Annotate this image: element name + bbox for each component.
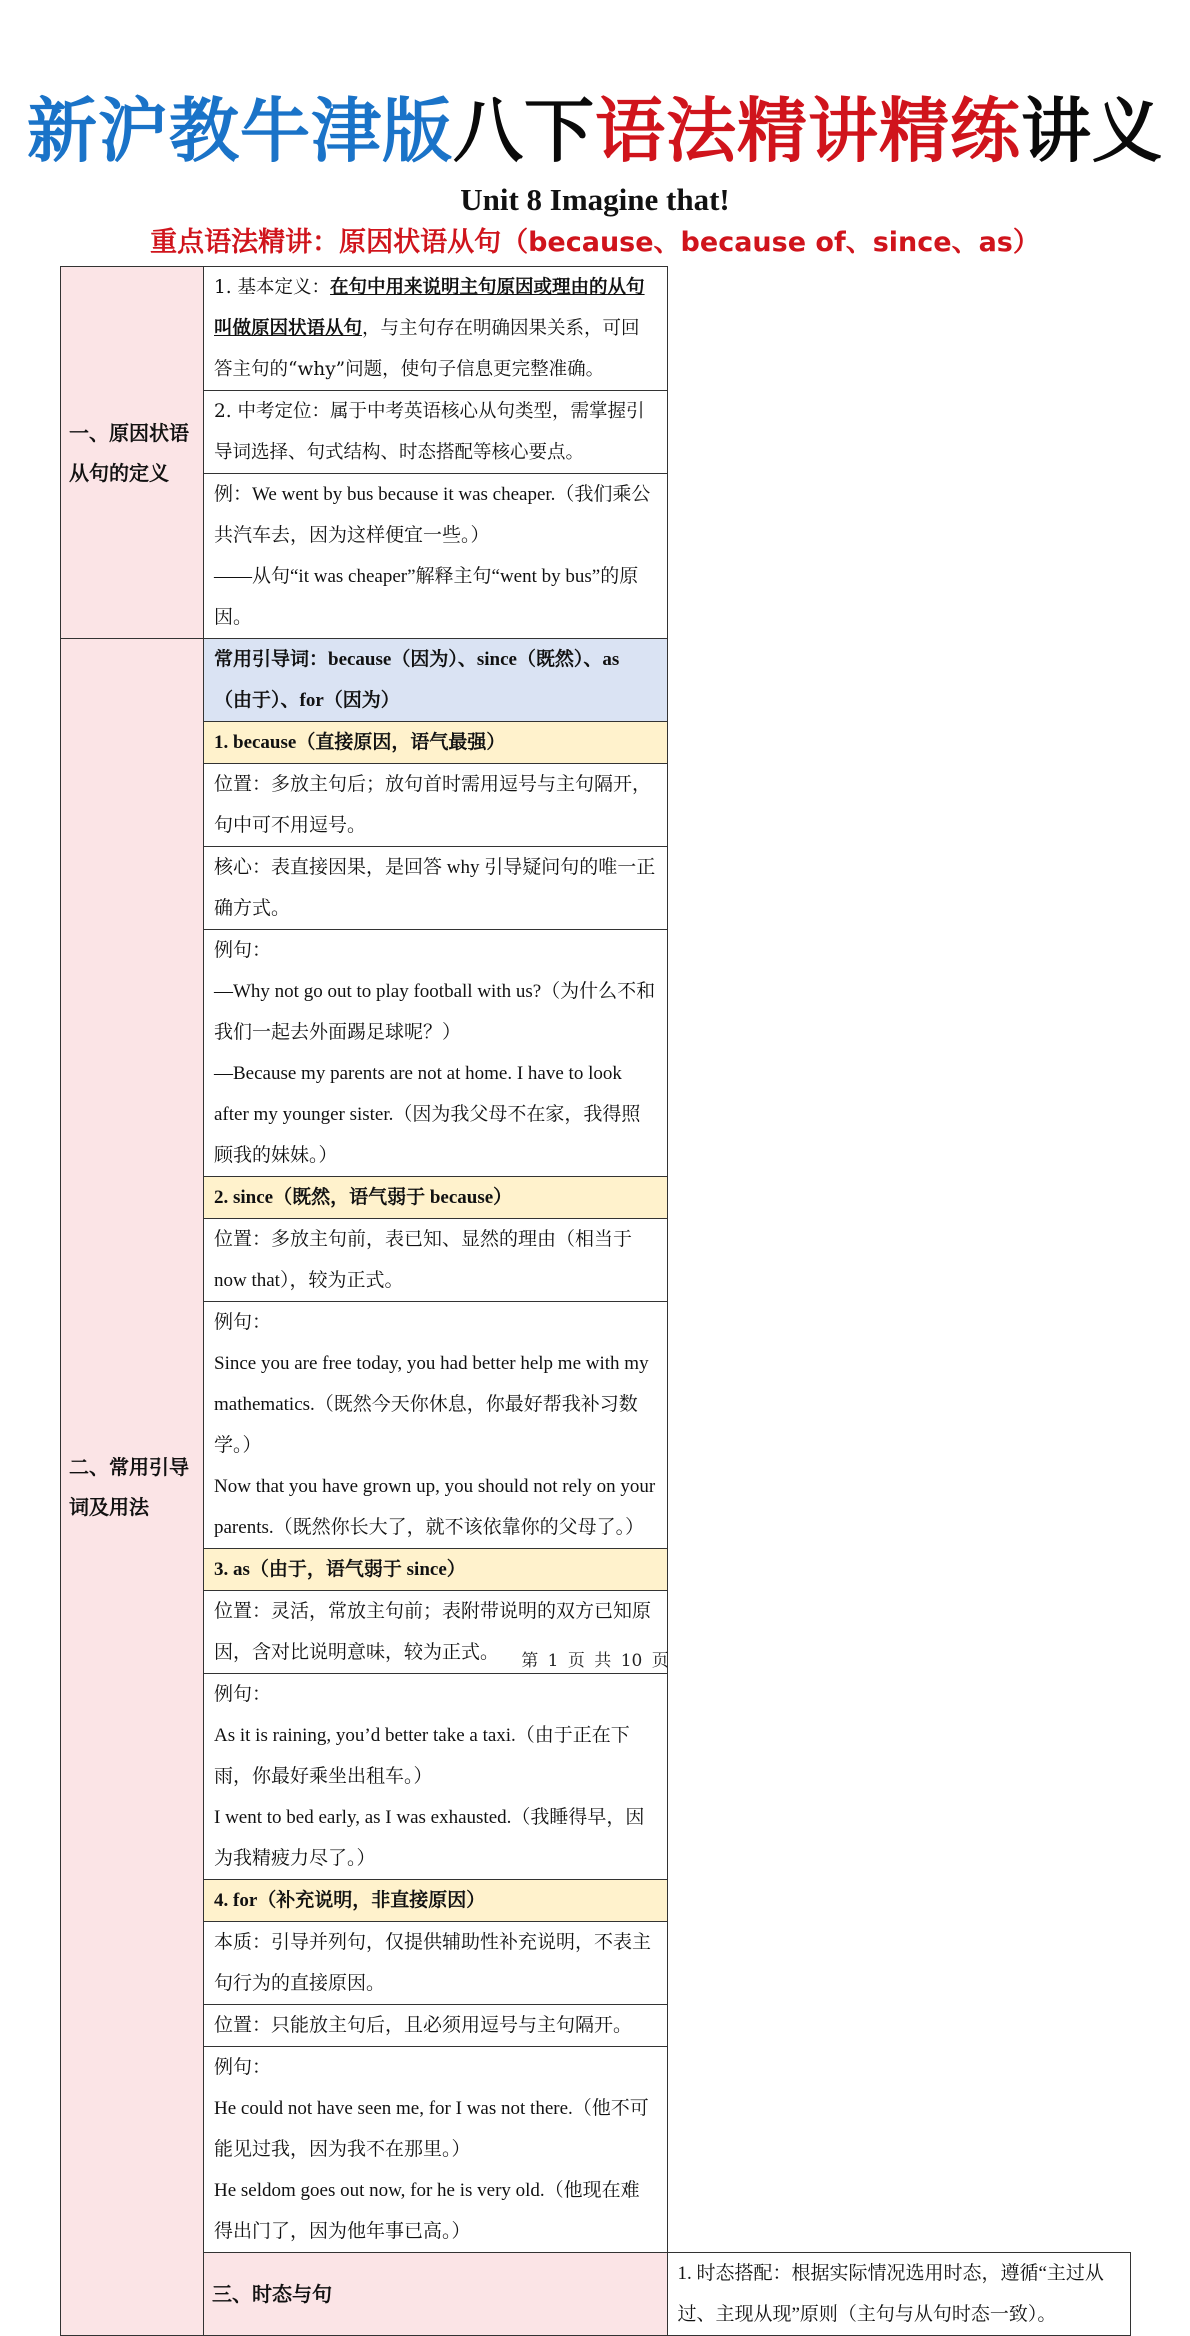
example-note: ——从句“it was cheaper”解释主句“went by bus”的原因。 [214,566,639,628]
because-position: 位置：多放主句后；放句首时需用逗号与主句隔开，句中可不用逗号。 [204,764,668,847]
for-title: 4. for（补充说明，非直接原因） [204,1880,668,1922]
conjunctions-header: 常用引导词：because（因为）、since（既然）、as（由于）、for（因为） [204,639,668,722]
grammar-table [60,266,1131,2336]
table-row [61,2047,1131,2253]
table-row [61,930,1131,1177]
as-title: 3. as（由于，语气弱于 since） [204,1549,668,1591]
for-position: 位置：只能放主句后，且必须用逗号与主句隔开。 [204,2005,668,2047]
since-examples [204,1302,668,1549]
title-part-black-end: 讲义 [1021,90,1163,172]
unit-heading: Unit 8 Imagine that! [460,182,730,217]
definition-prefix: 1. 基本定义： [214,277,331,298]
example-label: 例句： [214,2057,272,2078]
example-label: 例句： [214,940,272,961]
table-row [61,764,1131,847]
because-examples [204,930,668,1177]
for-example-1: He could not have seen me, for I was not there.（他不可能见过我，因为我不在那里。） [214,2098,649,2160]
example-sentence: 例：We went by bus because it was cheaper.（我们乘公共汽车去，因为这样便宜一些。） [214,484,651,546]
table-row [61,639,1131,722]
table-row [61,1674,1131,1880]
table-row [61,1302,1131,1549]
table-row [61,1177,1131,1219]
title-part-red: 语法精讲精练 [595,90,1021,172]
table-row [61,1880,1131,1922]
because-example-1: —Why not go out to play football with us?（为什么不和我们一起去外面踢足球呢？） [214,981,656,1043]
for-example-2: He seldom goes out now, for he is very old.（他现在难得出门了，因为他年事已高。） [214,2180,640,2242]
definition-rest: ，与主句存在明确因果关系，可回答主句的“why”问题，使句子信息更完整准确。 [214,318,640,380]
title-part-blue: 新沪教牛津版 [27,90,453,172]
for-examples [204,2047,668,2253]
zhongkao-cell [204,391,668,474]
table-row [61,474,1131,639]
since-example-2: Now that you have grown up, you should not rely on your parents.（既然你长大了，就不该依靠你的父母了。） [214,1476,656,1538]
table-row [61,847,1131,930]
zhongkao-text: 2. 中考定位：属于中考英语核心从句类型，需掌握引导词选择、句式结构、时态搭配等核心要点。 [214,401,645,463]
table-row [61,267,1131,391]
table-row [61,2005,1131,2047]
table-row [61,1219,1131,1302]
section-label-definition: 一、原因状语从句的定义 [61,267,204,639]
because-title: 1. because（直接原因，语气最强） [204,722,668,764]
since-position: 位置：多放主句前，表已知、显然的理由（相当于 now that），较为正式。 [204,1219,668,1302]
because-core: 核心：表直接因果，是回答 why 引导疑问句的唯一正确方式。 [204,847,668,930]
table-row [61,2253,1131,2336]
title-part-black: 八下 [453,90,595,172]
because-example-2: —Because my parents are not at home. I have to look after my younger sister.（因为我父母不在家，我得照顾我的妹妹。） [214,1063,641,1166]
table-row [61,1549,1131,1591]
page-number: 第 1 页 共 10 页 [521,1651,669,1671]
table-row [61,391,1131,474]
definition-emphasis: 在句中用来说明主句原因或理由的从句叫做原因状语从句 [214,277,645,339]
page-title [0,88,1190,174]
table-row [61,722,1131,764]
definition-cell [204,267,668,391]
section-label-tense: 三、时态与句 [204,2253,668,2336]
table-row [61,1922,1131,2005]
as-example-2: I went to bed early, as I was exhausted.（我睡得早，因为我精疲力尽了。） [214,1807,645,1869]
since-title: 2. since（既然，语气弱于 because） [204,1177,668,1219]
tense-rule: 1. 时态搭配：根据实际情况选用时态，遵循“主过从过、主现从现”原则（主句与从句时态一致）。 [667,2253,1131,2336]
as-examples [204,1674,668,1880]
example-cell [204,474,668,639]
example-label: 例句： [214,1312,272,1333]
example-label: 例句： [214,1684,272,1705]
for-nature: 本质：引导并列句，仅提供辅助性补充说明，不表主句行为的直接原因。 [204,1922,668,2005]
since-example-1: Since you are free today, you had better help me with my mathematics.（既然今天你休息，你最好帮我补习数学。） [214,1353,649,1456]
grammar-subtitle: 重点语法精讲：原因状语从句（because、because of、since、as） [150,227,1040,258]
section-label-conjunctions: 二、常用引导词及用法 [61,639,204,2336]
as-position: 位置：灵活，常放主句前；表附带说明的双方已知原因，含对比说明意味，较为正式。 [204,1591,668,1674]
as-example-1: As it is raining, you’d better take a taxi.（由于正在下雨，你最好乘坐出租车。） [214,1725,630,1787]
